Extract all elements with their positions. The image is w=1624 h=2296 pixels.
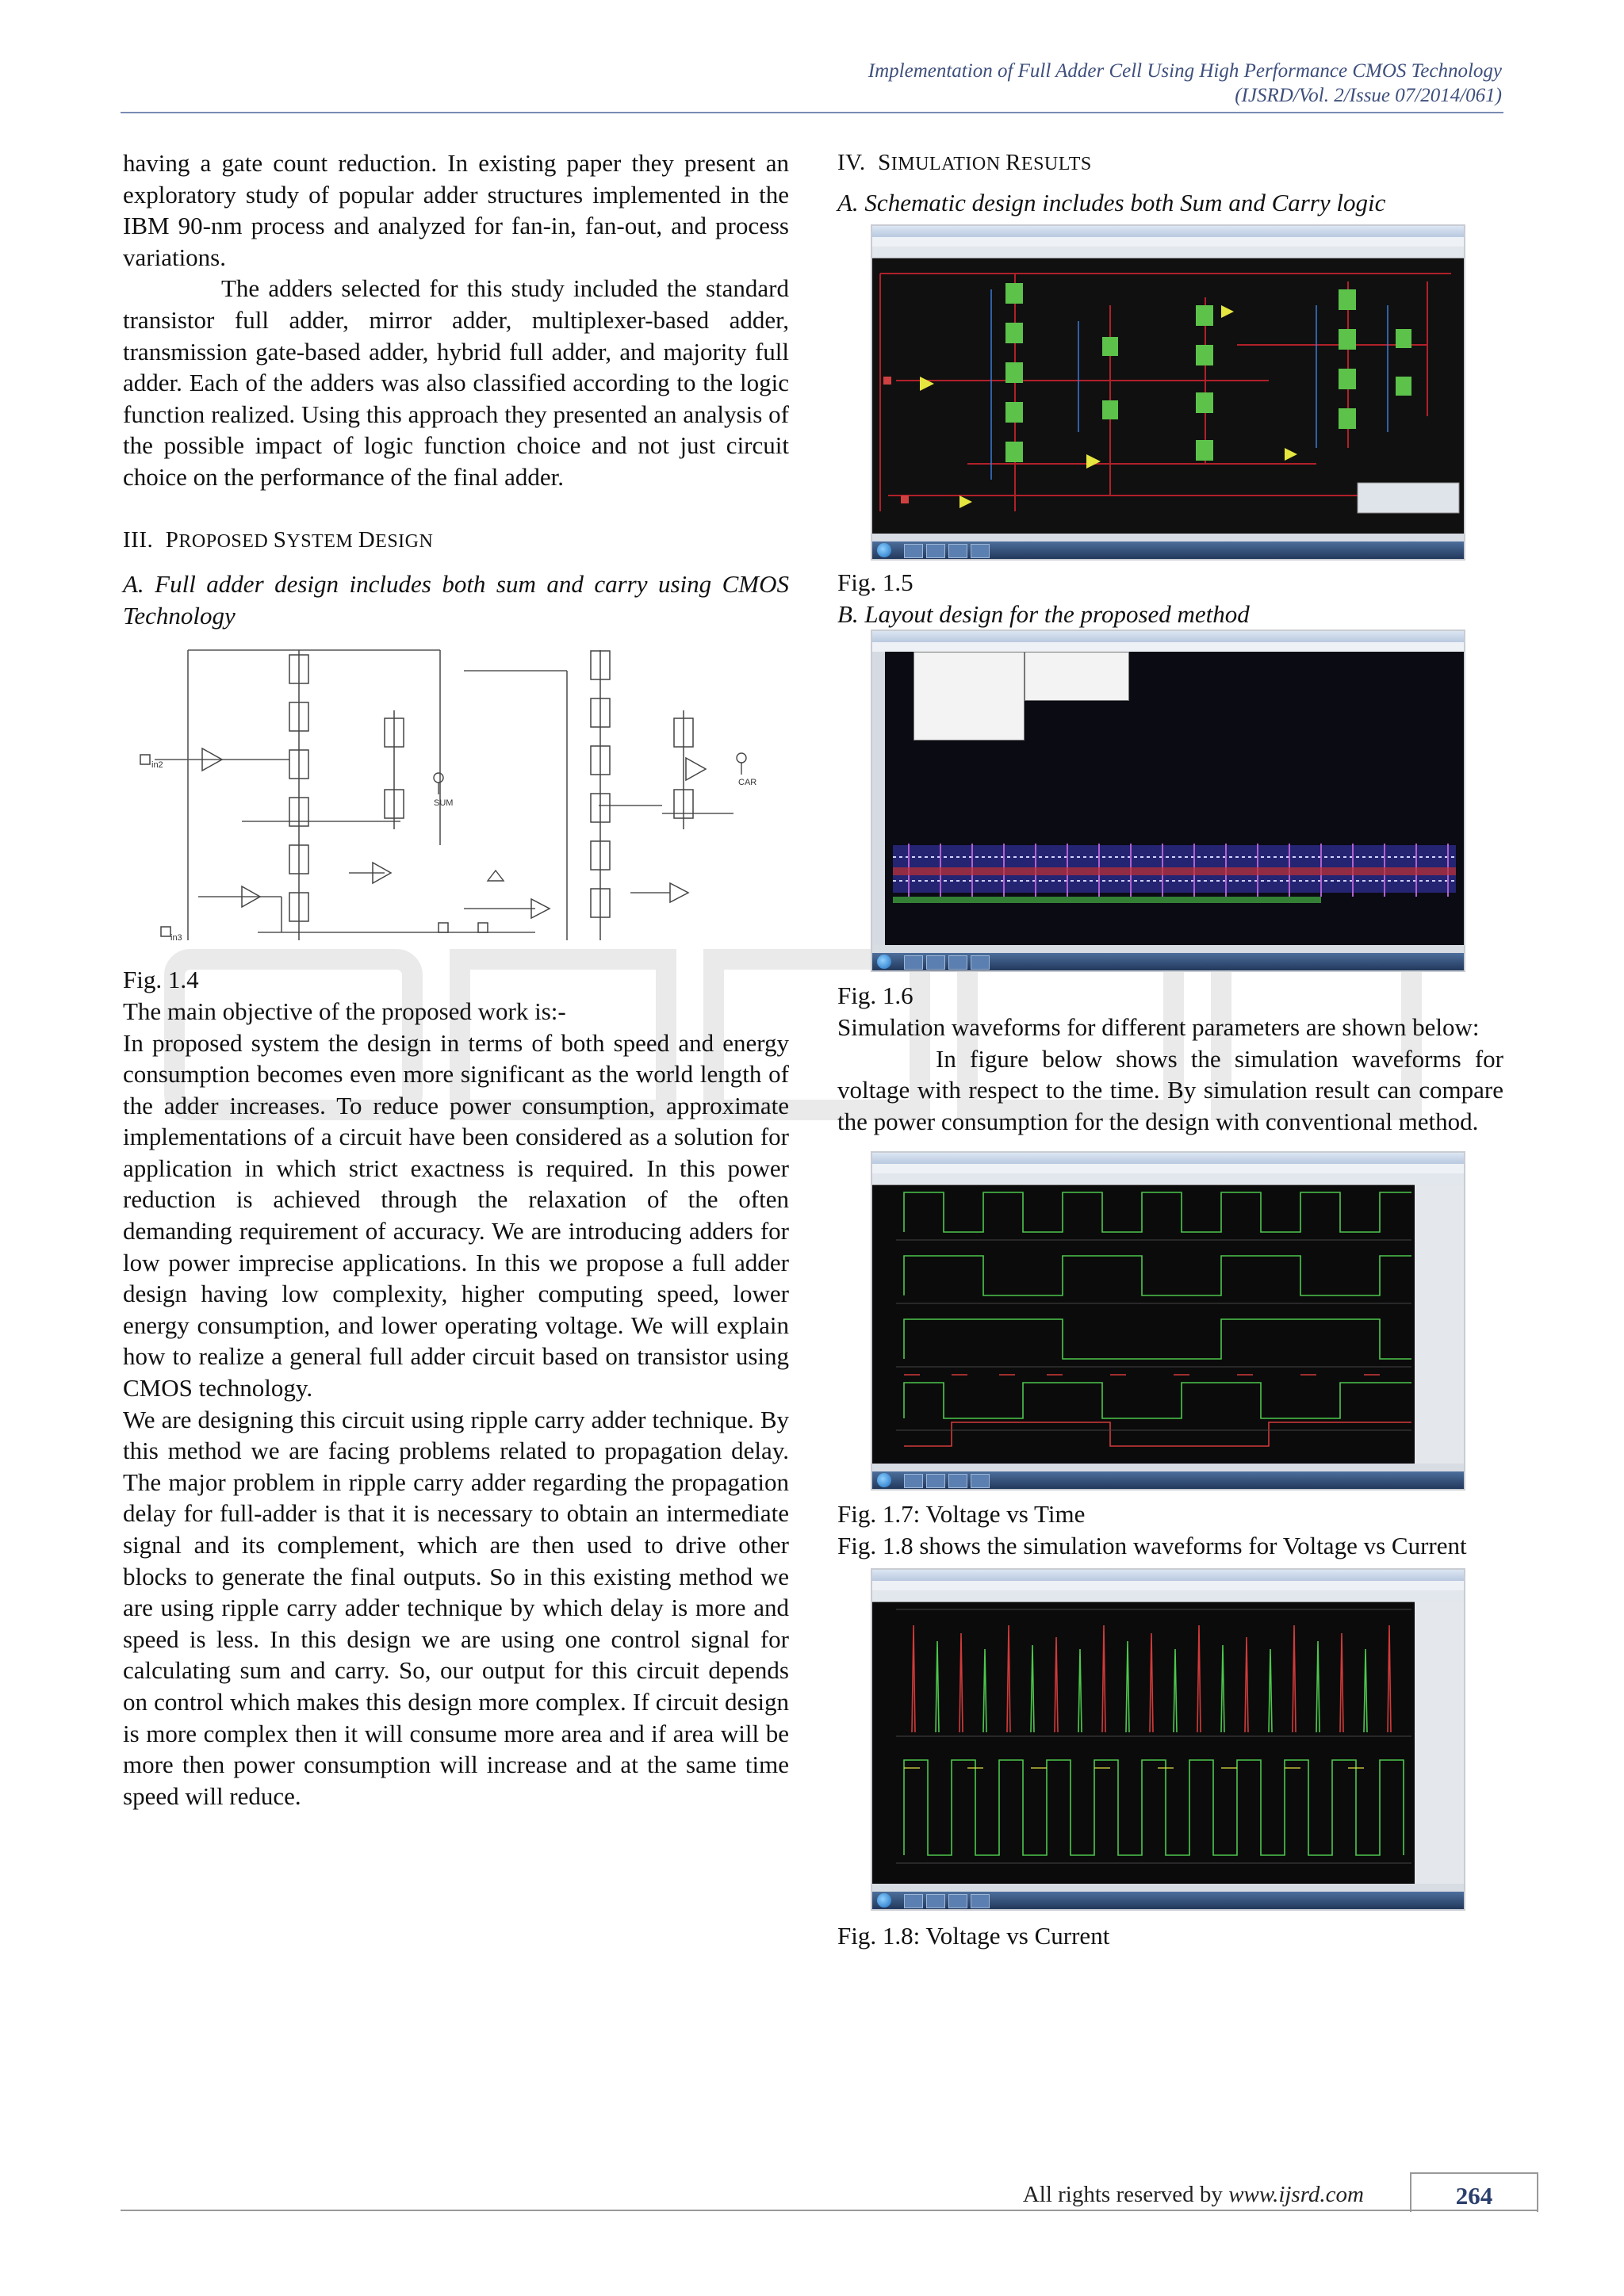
footer-rule bbox=[121, 2210, 1537, 2211]
input-pin bbox=[140, 755, 150, 764]
figure-1-5-screenshot bbox=[871, 224, 1465, 561]
transistors bbox=[1005, 283, 1411, 462]
figure-caption: Fig. 1.8: Voltage vs Current bbox=[837, 1921, 1110, 1950]
subsection-heading: B. Layout design for the proposed method bbox=[837, 599, 1250, 628]
paragraph: Simulation waveforms for different parameters are shown below: bbox=[837, 1012, 1480, 1041]
figure-1-8-screenshot bbox=[871, 1568, 1465, 1911]
transistor-stack-carry bbox=[591, 650, 693, 940]
figure-1-4 bbox=[123, 639, 789, 964]
output-pin bbox=[478, 923, 488, 932]
options-panel bbox=[1415, 1601, 1464, 1892]
output-label: CAR bbox=[738, 778, 757, 788]
left-column bbox=[123, 147, 789, 1812]
inverters bbox=[202, 748, 706, 918]
figure-1-6-screenshot bbox=[871, 629, 1465, 972]
waveform-plot bbox=[872, 1601, 1415, 1884]
paragraph: having a gate count reduction. In existing paper they present an exploratory study of popular adder structures implemented in the IBM 90-nm process and analyzed for fan-in, fan-out, and process variations. bbox=[123, 149, 789, 271]
page-number: 264 bbox=[1410, 2172, 1538, 2212]
submenu bbox=[1025, 652, 1129, 701]
figure-caption: Fig. 1.7: Voltage vs Time bbox=[837, 1500, 1086, 1529]
subsection-heading: A. Schematic design includes both Sum and Carry logic bbox=[837, 188, 1386, 216]
paragraph: The main objective of the proposed work is:- bbox=[123, 997, 566, 1025]
footer-copyright: All rights reserved by www.ijsrd.com bbox=[1022, 2182, 1364, 2207]
paragraph: We are designing this circuit using ripple carry adder technique. By this method we are facing problems related to propagation delay. The major problem in ripple carry adder regarding the propagation delay for full-adder is that it is necessary to obtain an intermediate signal and its complement, which are then used to drive other blocks to generate the final outputs. So in this existing method we are using ripple carry adder technique by which delay is more and speed is less. In this design we are using one control signal for calculating sum and carry. So, our output for this circuit depends on control which makes this design more complex. If circuit design is more complex then it will consume more area and if area will be more then power consumption will increase and at the same time speed will reduce. bbox=[123, 1405, 789, 1810]
layout-canvas bbox=[885, 821, 1462, 932]
input-label: in2 bbox=[151, 760, 163, 771]
input-pin bbox=[161, 927, 170, 936]
subsection-heading: A. Full adder design includes both sum and carry using CMOS Technology bbox=[123, 570, 789, 629]
paragraph: The adders selected for this study included the standard transistor full adder, mirror adder, multiplexer-based adder, transmission gate-based adder, hybrid full adder, and majority full adder. Each of the adders was also classified according to the logic function realized. Using this approach they presented an analysis of the possible impact of logic function choice and not just circuit choice on the performance of the final adder. bbox=[123, 274, 789, 491]
section-heading: IV. SIMULATION RESULTS bbox=[837, 150, 1092, 175]
input-label: in3 bbox=[170, 933, 182, 943]
output-label: SUM bbox=[434, 798, 454, 809]
figure-caption: Fig. 1.4 bbox=[123, 966, 199, 994]
paragraph: Fig. 1.8 shows the simulation waveforms for Voltage vs Current bbox=[837, 1531, 1467, 1559]
schematic-canvas bbox=[872, 258, 1464, 516]
simulate-menu bbox=[914, 652, 1025, 740]
circuit-schematic bbox=[123, 639, 789, 964]
footer-link[interactable]: www.ijsrd.com bbox=[1228, 2182, 1364, 2207]
output-pin bbox=[439, 923, 448, 932]
figure-caption: Fig. 1.5 bbox=[837, 568, 914, 597]
transistor-stack-sum bbox=[289, 650, 404, 940]
header-issue: (IJSRD/Vol. 2/Issue 07/2014/061) bbox=[1235, 85, 1502, 106]
header-rule bbox=[121, 112, 1503, 113]
right-column bbox=[837, 147, 1503, 1951]
options-panel bbox=[1415, 1184, 1464, 1471]
header-title: Implementation of Full Adder Cell Using High Performance CMOS Technology bbox=[868, 60, 1502, 82]
figure-1-7-screenshot bbox=[871, 1151, 1465, 1490]
section-heading: III. PROPOSED SYSTEM DESIGN bbox=[123, 526, 434, 553]
waveform-plot bbox=[872, 1184, 1415, 1462]
paragraph: In proposed system the design in terms of both speed and energy consumption becomes even more significant as the world length of the adder increases. To reduce power consumption, approximate implementations of a circuit have been considered as a solution for application in which strict exactness is required. In this power reduction is achieved through the relaxation of the often demanding requirement of accuracy. We are introducing adders for low power imprecise applications. In this we propose a full adder design having low complexity, higher computing speed, lower energy consumption, and lower operating voltage. We will explain how to realize a general full adder circuit based on transistor using CMOS technology. bbox=[123, 1028, 789, 1402]
figure-caption: Fig. 1.6 bbox=[837, 982, 914, 1010]
paragraph: In figure below shows the simulation waveforms for voltage with respect to the time. By simulation result can compare the power consumption for the design with conventional method. bbox=[837, 1044, 1503, 1135]
running-header bbox=[868, 59, 1502, 108]
